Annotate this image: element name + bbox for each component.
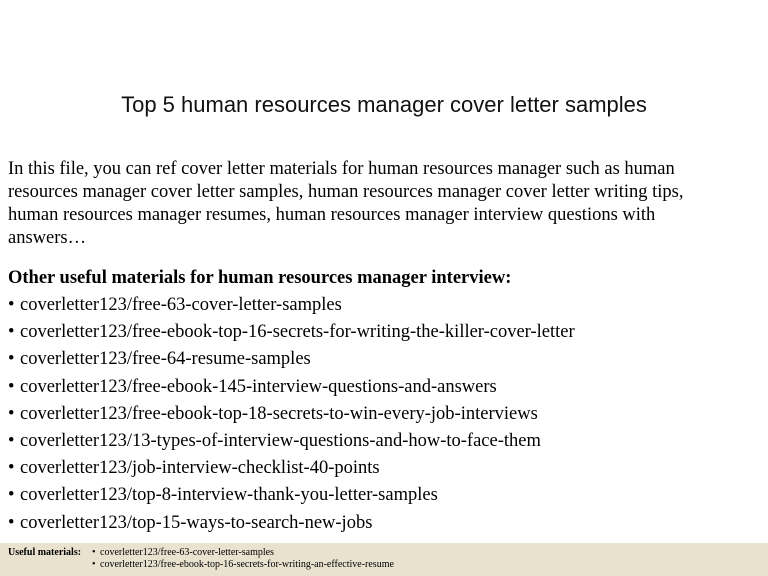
intro-line: In this file, you can ref cover letter materials for human resources manager such as human [8, 159, 675, 179]
material-link[interactable]: coverletter123/top-8-interview-thank-you-letter-samples [20, 485, 438, 506]
intro-line: answers… [8, 228, 87, 248]
list-item [8, 511, 575, 538]
list-item [8, 456, 575, 483]
footer-list-item [92, 547, 394, 559]
material-link[interactable]: coverletter123/free-ebook-top-16-secrets-for-writing-the-killer-cover-letter [20, 322, 575, 343]
materials-list [8, 293, 575, 538]
bullet-icon: • [8, 458, 15, 479]
bullet-icon: • [8, 349, 15, 370]
intro-line: human resources manager resumes, human resources manager interview questions with [8, 205, 656, 225]
list-item [8, 375, 575, 402]
footer-label-separator: : [77, 547, 82, 558]
bullet-icon: • [8, 322, 15, 343]
bullet-icon: • [8, 376, 15, 397]
footer-link[interactable]: coverletter123/free-63-cover-letter-samples [100, 547, 274, 558]
footer-link[interactable]: coverletter123/free-ebook-top-16-secrets-for-writing-an-effective-resume [100, 559, 394, 570]
list-item [8, 429, 575, 456]
bullet-icon: • [8, 430, 15, 451]
bullet-icon: • [8, 295, 15, 315]
material-link[interactable]: coverletter123/free-ebook-145-interview-questions-and-answers [20, 376, 497, 397]
material-link[interactable]: coverletter123/free-63-cover-letter-samples [20, 295, 342, 315]
bullet-icon: • [8, 512, 15, 533]
material-link[interactable]: coverletter123/free-64-resume-samples [20, 349, 311, 370]
section-heading: Other useful materials for human resources manager interview: [8, 268, 512, 288]
material-link[interactable]: coverletter123/13-types-of-interview-questions-and-how-to-face-them [20, 430, 541, 451]
footer-label-text: Useful materials [8, 547, 78, 558]
list-item [8, 293, 575, 320]
page-title: Top 5 human resources manager cover letter samples [121, 92, 647, 117]
bullet-icon: • [8, 403, 15, 424]
bullet-icon: • [92, 559, 96, 570]
footer-list-item [92, 559, 394, 571]
list-item [8, 402, 575, 429]
list-item [8, 320, 575, 347]
bullet-icon: • [92, 547, 96, 558]
list-item [8, 483, 575, 510]
material-link[interactable]: coverletter123/job-interview-checklist-40-points [20, 458, 380, 479]
intro-paragraph [8, 158, 758, 250]
footer-list [92, 547, 394, 571]
material-link[interactable]: coverletter123/top-15-ways-to-search-new-jobs [20, 512, 373, 533]
material-link[interactable]: coverletter123/free-ebook-top-18-secrets-to-win-every-job-interviews [20, 403, 538, 424]
footer-label [8, 547, 81, 558]
footer-bar [0, 543, 768, 576]
intro-line: resources manager cover letter samples, human resources manager cover letter writing tips, [8, 182, 684, 202]
bullet-icon: • [8, 485, 15, 506]
list-item [8, 347, 575, 374]
